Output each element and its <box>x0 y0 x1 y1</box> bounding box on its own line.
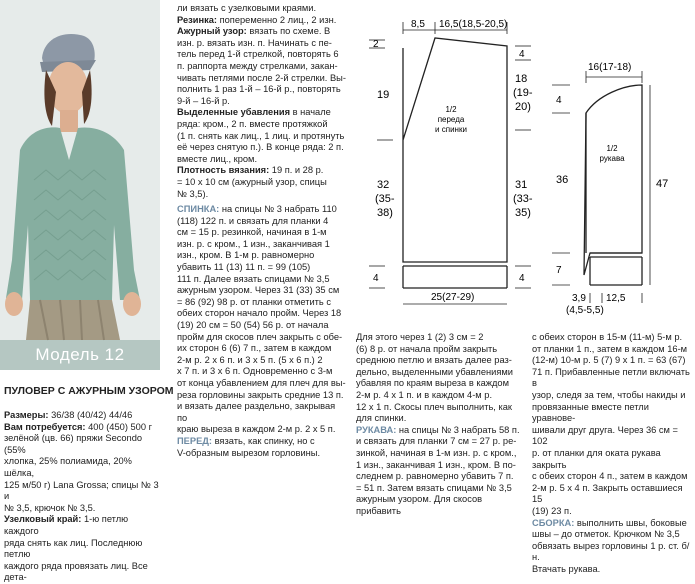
body-outline <box>403 38 507 262</box>
materials-label: Вам потребуется: <box>4 421 86 432</box>
front-cont-line: 2-м р. 4 х 1 п. и в каждом 4-м р. <box>356 389 493 400</box>
dim-neck-drop: 2 <box>373 39 379 50</box>
decrease-label: Выделенные убавления <box>177 107 290 118</box>
sleeve-pattern-diagram <box>548 55 695 325</box>
dim-shoulder: 4 <box>519 49 525 60</box>
assembly-line: обвязать вырез горловины 1 р. ст. б/н. <box>532 540 690 563</box>
materials-line: 125 м/50 г) Lana Grossa; спицы № 3 и <box>4 479 159 502</box>
middle-text-block <box>177 3 347 459</box>
col3-text-block <box>356 332 526 518</box>
back-line: см = 15 р. резинкой, начиная в 1-м <box>177 227 327 238</box>
sleeve-cont-line: с обеих сторон в 15-м (11-м) 5-м р. <box>532 332 683 342</box>
sleeve-cont-line: с обеих сторон 4 п., затем в каждом <box>532 471 688 482</box>
dim-armhole-left: 19 <box>377 89 390 101</box>
sleeve-line: ажурным узором. Для скосов прибавить <box>356 494 483 516</box>
lace-line: 9-й – 16-й р. <box>177 95 230 106</box>
sleeve-cont-line: (19) 23 п. <box>532 505 572 516</box>
sleeve-line: 1 изн., заканчивая 1 изн., кром. В по- <box>356 459 516 470</box>
sleeve-cont-line: 2-м р. 5 х 4 п. Закрыть оставшиеся 15 <box>532 482 683 505</box>
sleeve-line: следнем р. равномерно убавить 7 п. <box>356 471 514 482</box>
back-line: краю выреза в каждом 2-м р. 2 х 5 п. <box>177 424 336 435</box>
decrease-line: её через снятую п.). В конце ряда: 2 п. <box>177 142 344 153</box>
front-cont-line: Для этого через 1 (2) 3 см = 2 <box>356 332 484 342</box>
decrease-line: вместе лиц., кром. <box>177 153 258 164</box>
sleeve-line: и связать для планки 7 см = 27 р. ре- <box>356 436 517 447</box>
edge-label: Узелковый край: <box>4 514 82 525</box>
front-cont-line: среднюю петлю и вязать далее раз- <box>356 355 512 366</box>
dim-width: 25(27-29) <box>431 292 475 303</box>
sleeve-cont-line: 71 п. Прибавленные петли включать в <box>532 366 690 389</box>
back-line: (118) 122 п. и связать для планки 4 <box>177 215 329 226</box>
body-label-2: переда <box>437 115 465 124</box>
back-line: и вязать далее раздельно, закрывая по <box>177 401 336 423</box>
edge-line: ряда снять как лиц. Последнюю петлю <box>4 537 143 560</box>
col4-text-block <box>532 332 694 575</box>
gauge-line: № 3,5). <box>177 188 209 199</box>
lace-line: полнить 1 раз 1-й – 16-й р., повторять <box>177 84 341 95</box>
pattern-title: ПУЛОВЕР С АЖУРНЫМ УЗОРОМ <box>4 385 174 397</box>
dim-side-right: 31 <box>515 179 528 191</box>
sleeve-cont-line: шивали друг друга. Через 36 см = 102 <box>532 424 678 447</box>
sleeve-label-1: 1/2 <box>606 144 618 153</box>
body-label-1: 1/2 <box>445 105 457 114</box>
lace-line: чивать петлями после 2-й стрелки. Вы- <box>177 72 346 83</box>
lace-line: изн. р. вязать изн. п. Начинать с пе- <box>177 37 332 48</box>
assembly-line: выполнить швы, боковые <box>574 517 687 528</box>
middle-line: ли вязать с узелковыми краями. <box>177 3 317 13</box>
back-label: СПИНКА: <box>177 204 220 215</box>
back-line: ажурным узором. Через 31 (33) 35 см <box>177 285 340 296</box>
sleeve-label: РУКАВА: <box>356 424 397 435</box>
gauge-line: = 10 х 10 см (ажурный узор, спицы <box>177 176 327 187</box>
back-line: пройм для скосов плеч закрыть с обе- <box>177 331 343 342</box>
sleeve-dim-top: 16(17-18) <box>588 62 632 73</box>
sleeve-dim-rib: 7 <box>556 265 562 276</box>
sleeve-dim-length-right: 47 <box>656 178 669 190</box>
back-line: на спицы № 3 набрать 110 <box>219 204 337 215</box>
front-label: ПЕРЕД: <box>177 435 213 446</box>
sizes-label: Размеры: <box>4 410 49 420</box>
gauge-label: Плотность вязания: <box>177 165 270 176</box>
sleeve-cont-line: провязанные вместе петли уравнове- <box>532 401 649 424</box>
model-label: Модель 12 <box>0 340 160 370</box>
body-label-3: и спинки <box>435 125 467 134</box>
front-cont-line: (6) 8 р. от начала пройм закрыть <box>356 343 498 354</box>
front-cont-line: для спинки. <box>356 413 407 424</box>
sleeve-line: на спицы № 3 набрать 58 п. <box>396 424 520 435</box>
sizes-value: 36/38 (40/42) 44/46 <box>48 410 133 420</box>
back-line: убавить 11 (13) 11 п. = 99 (105) <box>177 262 311 273</box>
dim-top-right: 16,5(18,5-20,5) <box>439 19 508 30</box>
body-pattern-diagram <box>355 0 555 330</box>
back-line: (19) 20 см = 50 (54) 56 р. от начала <box>177 320 329 331</box>
decrease-line: ряда: кром., 2 п. вместе протяжкой <box>177 118 328 129</box>
front-cont-line: дельно, выделенными убавлениями <box>356 366 513 377</box>
assembly-line: Втачать рукава. <box>532 563 601 574</box>
sleeve-dim-bottom-right: 12,5 <box>606 293 626 304</box>
sleeve-cont-line: (12-м) 10-м р. 5 (7) 9 х 1 п. = 63 (67) <box>532 355 686 366</box>
front-cont-line: убавляя по краям выреза в каждом <box>356 378 509 389</box>
back-line: обеих сторон начало пройм. Через 18 <box>177 308 342 319</box>
materials-line: № 3,5, крючок № 3,5. <box>4 502 96 513</box>
sleeve-dim-length-left: 36 <box>556 174 569 186</box>
decrease-line: в начале <box>290 107 331 118</box>
sleeve-dim-bottom-left-2: (4,5-5,5) <box>566 305 604 316</box>
left-text-block <box>4 410 162 584</box>
back-line: х 7 п. и 3 х 6 п. Одновременно с 3-м <box>177 366 333 377</box>
front-line: V-образным вырезом горловины. <box>177 447 321 458</box>
dim-armhole-right-3: 20) <box>515 101 531 113</box>
model-photo <box>0 0 160 370</box>
sleeve-cont-line: от планки 1 п., затем в каждом 16-м <box>532 343 688 354</box>
sleeve-cont-line: р. от планки для оката рукава закрыть <box>532 447 661 470</box>
materials-line: зелёной (цв. 66) пряжи Secondo (55% <box>4 433 143 455</box>
dim-side-left-2: (35- <box>375 193 395 205</box>
dim-rib-right: 4 <box>519 273 525 284</box>
dim-top-left: 8,5 <box>411 19 425 30</box>
decrease-line: (1 п. снять как лиц., 1 лиц. и протянуть <box>177 130 345 141</box>
back-line: 111 п. Далее вязать спицами № 3,5 <box>177 273 330 284</box>
assembly-line: швы – до отметок. Крючком № 3,5 <box>532 529 680 540</box>
dim-side-right-2: (33- <box>513 193 533 205</box>
lace-line: п. раппорта между стрелками, закан- <box>177 60 338 71</box>
back-line: от конца убавлением для плеч для вы- <box>177 378 346 388</box>
rib-value: попеременно 2 лиц., 2 изн. <box>217 14 337 25</box>
sleeve-label-2: рукава <box>599 154 625 163</box>
rib-label: Резинка: <box>177 14 218 25</box>
front-line: вязать, как спинку, но с <box>212 435 315 446</box>
dim-side-left: 32 <box>377 179 390 191</box>
edge-line: 1-ю петлю каждого <box>4 514 129 536</box>
sleeve-dim-cap: 4 <box>556 95 562 106</box>
dim-armhole-right: 18 <box>515 73 528 85</box>
sleeve-line: = 51 п. Затем вязать спицами № 3,5 <box>356 482 512 493</box>
back-line: = 86 (92) 98 р. от планки отметить с <box>177 296 331 307</box>
dim-side-right-3: 35) <box>515 207 531 219</box>
sleeve-line: зинкой, начиная в 1-м изн. р. с кром., <box>356 447 517 458</box>
edge-line: каждого ряда провязать лиц. Все дета- <box>4 560 148 583</box>
gauge-line: 19 п. и 28 р. <box>269 165 324 176</box>
sleeve-outline <box>584 85 642 275</box>
dim-armhole-right-2: (19- <box>513 87 533 99</box>
materials-line: хлопка, 25% полиамида, 20% шёлка, <box>4 456 132 478</box>
lace-line: тель перед 1-й стрелкой, повторять 6 <box>177 49 339 60</box>
back-line: 2-м р. 2 х 6 п. и 3 х 5 п. (5 х 6 п.) 2 <box>177 354 323 365</box>
front-cont-line: 12 х 1 п. Скосы плеч выполнить, как <box>356 401 512 412</box>
dim-rib-left: 4 <box>373 273 379 284</box>
back-line: изн. р. с кром., 1 изн., заканчивая 1 <box>177 238 330 249</box>
lace-line: вязать по схеме. В <box>246 26 331 37</box>
back-line: изн., кром. В 1-м р. равномерно <box>177 250 315 261</box>
assembly-label: СБОРКА: <box>532 517 575 528</box>
model-illustration <box>0 0 160 370</box>
sleeve-cont-line: узор, следя за тем, чтобы накиды и <box>532 389 686 400</box>
materials-line: 400 (450) 500 г <box>85 421 152 432</box>
dim-side-left-3: 38) <box>377 207 393 219</box>
back-line: реза горловины закрыть средние 13 п. <box>177 389 344 400</box>
lace-label: Ажурный узор: <box>177 26 247 37</box>
sleeve-dim-bottom-left: 3,9 <box>572 293 586 304</box>
back-line: их сторон 6 (6) 7 п., затем в каждом <box>177 343 332 354</box>
